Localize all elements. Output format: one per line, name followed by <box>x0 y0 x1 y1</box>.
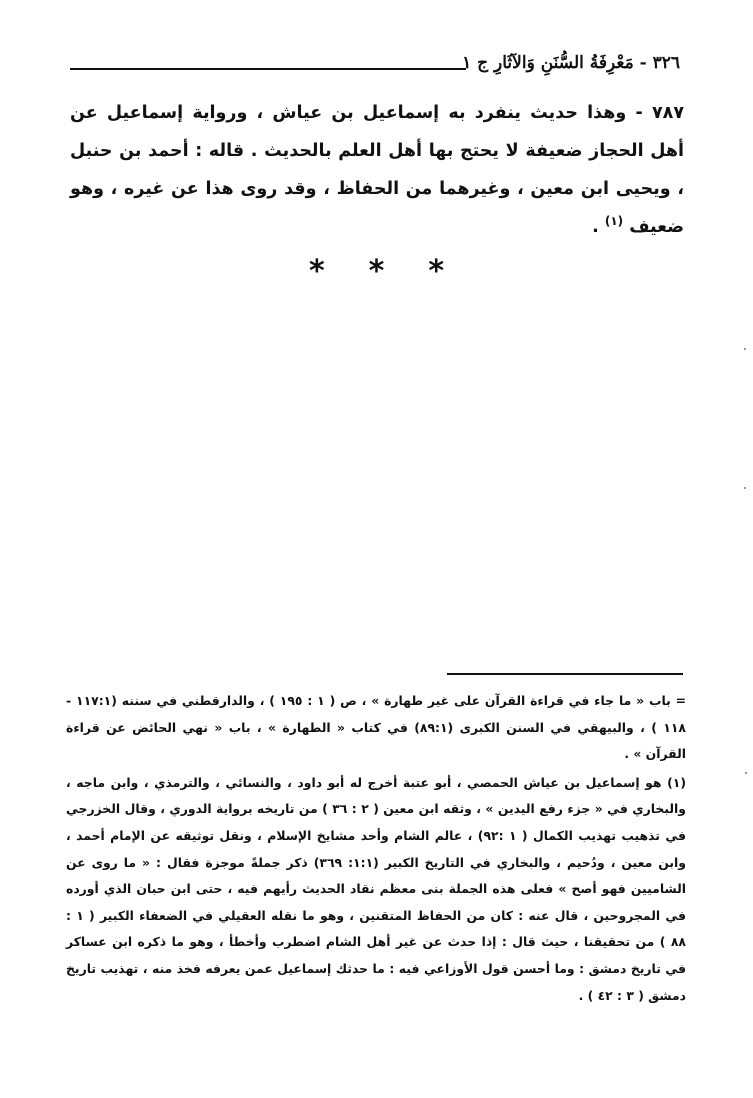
separator-star: * <box>308 254 325 289</box>
footnotes <box>66 688 686 1011</box>
hadith-text: - وهذا حديث ينفرد به إسماعيل بن عياش ، ورواية إسماعيل عن أهل الحجاز ضعيفة لا يحتج بها أهل العلم بالحديث . قاله : أحمد بن حنبل ، ويحيى ابن معين ، وغيرهما من الحفاظ ، وقد روى هذا عن غيره ، وهو ضعيف <box>70 103 684 237</box>
section-separator <box>0 254 753 289</box>
footnote-continuation: = باب « ما جاء في قراءة القرآن على غير طهارة » ، ص ( ١ : ١٩٥ ) ، والدارقطني في سننه (١١٧:١ - ١١٨ ) ، والبيهقي في السنن الكبرى (٨٩:١) في كتاب « الطهارة » ، باب « نهي الحائض عن قراءة القرآن » . <box>66 693 686 762</box>
footnote-rule <box>447 673 683 675</box>
header-rule <box>70 68 466 70</box>
paragraph-end-mark: . <box>592 217 605 237</box>
footnote-1: (١) هو إسماعيل بن عياش الحمصي ، أبو عتبة أخرج له أبو داود ، والنسائي ، والترمذي ، وابن ماجه ، والبخاري في « جزء رفع اليدين » ، وثقه ابن معين ( ٢ : ٣٦ ) من تاريخه برواية الدوري ، وقال الخزرجي في تذهيب تهذيب الكمال ( ١ :٩٢) ، عالم الشام وأحد مشايخ الإسلام ، ونقل توثيقه عن الإمام أحمد ، وابن معين ، ودُحيم ، والبخاري في التاريخ الكبير (١:١: ٣٦٩) ذكر جملةً موجزة فقال : « ما روى عن الشاميين فهو أصح » فعلى هذه الجملة بنى معظم نقاد الحديث رأيهم فيه ، حتى ابن حبان الذي أورده في المجروحين ، قال عنه : كان من الحفاظ المتقنين ، وهو ما نقله العقيلي في الضعفاء الكبير ( ١ : ٨٨ ) من تحقيقنا ، حيث قال : إذا حدث عن غير أهل الشام اضطرب وأخطأ ، وهو ما ذكره ابن عساكر في تاريخ دمشق : وما أحسن قول الأوزاعي فيه : ما حدثك إسماعيل عمن يعرفه فخذ منه ، تهذيب تاريخ دمشق ( ٣ : ٤٢ ) . <box>66 774 686 1003</box>
scan-speck <box>744 487 746 489</box>
page-header <box>70 52 680 80</box>
entry-number: ٧٨٧ <box>651 103 684 123</box>
separator-star: * <box>428 254 445 289</box>
scan-speck <box>744 348 746 350</box>
scan-speck <box>745 772 747 774</box>
footnote-reference: (١) <box>604 214 624 229</box>
separator-star: * <box>368 254 385 289</box>
running-title: ٣٢٦ - مَعْرِفَةُ السُّنَنِ وَالآثَارِ ج ١ <box>462 53 680 73</box>
hadith-paragraph <box>70 94 684 246</box>
